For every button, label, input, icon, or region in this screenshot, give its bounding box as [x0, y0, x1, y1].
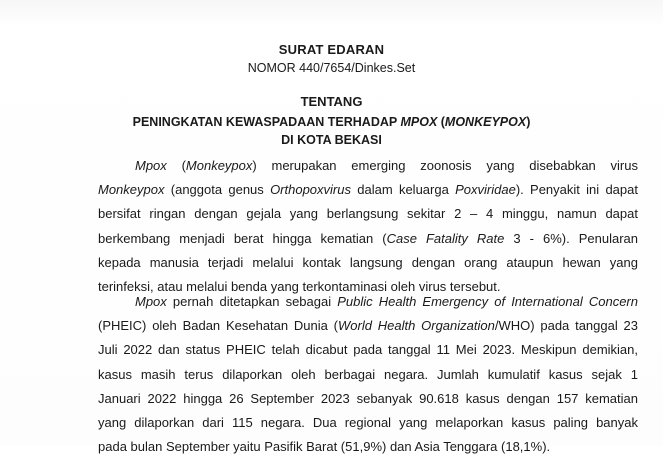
- p1-monkeypox: Monkeypox: [98, 182, 165, 198]
- p2-line-7: pada bulan September yaitu Pasifik Barat (51,9%) dan Asia Tenggara (18,1%).: [98, 439, 551, 455]
- p1-line-5: kepada manusia terjadi melalui kontak langsung dengan orang ataupun hewan yang: [98, 254, 638, 270]
- subject-mpox: MPOX: [400, 115, 438, 129]
- p1-text: ). Penyakit ini dapat: [515, 182, 638, 198]
- p1-line-1: [98, 154, 638, 178]
- p1-line-4: [98, 227, 638, 251]
- p1-text: berkembang menjadi berat hingga kematian (: [98, 230, 387, 246]
- p1-text: (anggota genus: [164, 182, 271, 198]
- subject-monkeypox: MONKEYPOX: [444, 115, 527, 129]
- p1-line-3: bersifat ringan dengan gejala yang berlangsung sekitar 2 – 4 minggu, namun dapat: [98, 206, 638, 222]
- p1-text: ) merupakan emerging zoonosis yang disebabkan virus: [252, 158, 638, 173]
- p2-who: World Health Organization: [338, 318, 495, 334]
- p2-text: /WHO) pada tanggal 23: [494, 318, 638, 334]
- about-heading: TENTANG: [300, 94, 363, 109]
- p1-text: (: [166, 158, 186, 173]
- subject-line-1: [0, 115, 663, 129]
- p2-line-1: [98, 290, 638, 314]
- subject-paren-close: ): [526, 115, 531, 129]
- p2-text: (PHEIC) oleh Badan Kesehatan Dunia (: [98, 318, 339, 334]
- p1-line-2: [98, 178, 638, 202]
- p2-line-4: kasus masih terus dilaporkan oleh berbagai negara. Jumlah kumulatif kasus sejak 1: [98, 366, 638, 382]
- p1-text: dalam keluarga: [350, 182, 456, 198]
- letter-number: NOMOR 440/7654/Dinkes.Set: [247, 61, 416, 75]
- p1-poxviridae: Poxviridae: [455, 182, 516, 198]
- p1-mpox: Mpox: [135, 158, 167, 173]
- p1-cfr: Case Fatality Rate: [386, 230, 505, 246]
- p2-line-3: Juli 2022 dan status PHEIC telah dicabut pada tanggal 11 Mei 2023. Meskipun demikian,: [98, 342, 638, 358]
- subject-line-2: DI KOTA BEKASI: [281, 133, 382, 147]
- subject-paren-open: (: [437, 115, 445, 129]
- p1-orthopoxvirus: Orthopoxvirus: [270, 182, 351, 198]
- p2-line-2: [98, 314, 638, 338]
- p2-line-5: Januari 2022 hingga 26 September 2023 sebanyak 90.618 kasus dengan 157 kematian: [98, 390, 638, 406]
- p2-line-6: yang dilaporkan dari 115 negara. Dua regional yang melaporkan kasus paling banyak: [98, 415, 638, 431]
- paragraph-1: [98, 154, 638, 311]
- p1-line-6: terinfeksi, atau melalui benda yang terkontaminasi oleh virus tersebut.: [98, 279, 501, 295]
- subject-prefix: PENINGKATAN KEWASPADAAN TERHADAP: [132, 115, 401, 129]
- paragraph-2: [98, 290, 638, 471]
- p2-pheic-full: Public Health Emergency of International Concern: [337, 294, 638, 309]
- p1-text: 3 - 6%). Penularan: [504, 230, 638, 246]
- p2-text: pernah ditetapkan sebagai: [166, 294, 338, 309]
- letter-title: SURAT EDARAN: [278, 42, 385, 57]
- p2-mpox: Mpox: [135, 294, 167, 309]
- p1-monkeypox: Monkeypox: [185, 158, 253, 173]
